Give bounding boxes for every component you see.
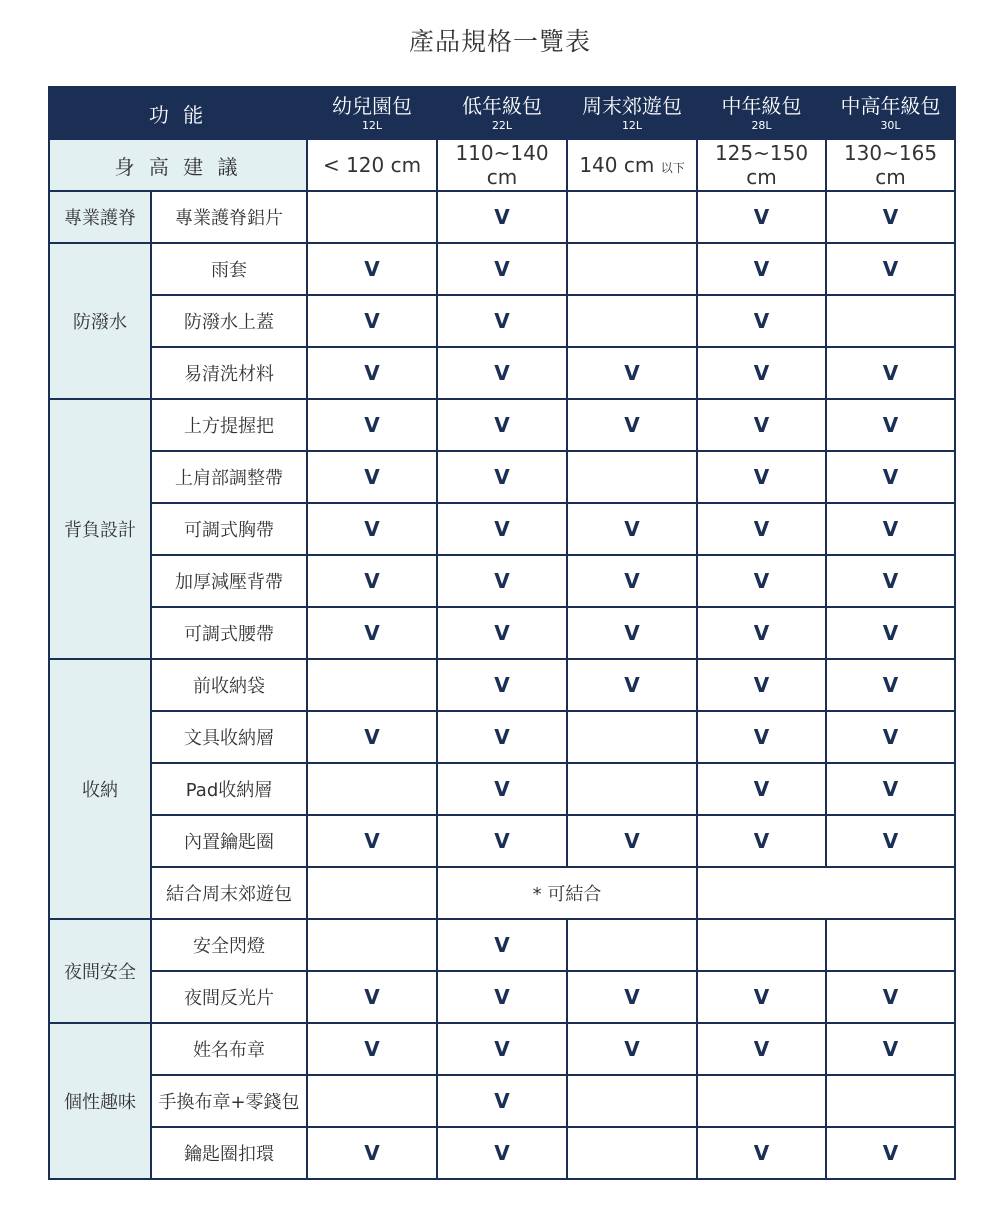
check-cell: V (567, 347, 697, 399)
check-cell: V (437, 555, 567, 607)
check-cell: V (826, 399, 955, 451)
product-name: 中高年級包 (840, 93, 941, 118)
check-cell: V (307, 503, 437, 555)
header-function (49, 87, 307, 139)
check-cell: V (307, 607, 437, 659)
check-cell: V (697, 659, 826, 711)
check-cell: V (697, 191, 826, 243)
check-cell: V (437, 971, 567, 1023)
check-cell (826, 1075, 955, 1127)
height-label: 身 高 建 議 (49, 139, 307, 191)
check-cell: V (437, 815, 567, 867)
feature-label: 姓名布章 (151, 1023, 307, 1075)
check-cell: V (567, 555, 697, 607)
feature-row (49, 711, 955, 763)
check-cell (567, 295, 697, 347)
feature-row (49, 971, 955, 1023)
check-cell: V (307, 347, 437, 399)
check-cell: V (307, 243, 437, 295)
check-cell: V (697, 971, 826, 1023)
page-title: 產品規格一覽表 (408, 27, 591, 56)
feature-label: 手換布章+零錢包 (151, 1075, 307, 1127)
product-name: 幼兒園包 (332, 93, 413, 118)
header-product (437, 87, 567, 139)
feature-label: 雨套 (151, 243, 307, 295)
feature-label: 前收納袋 (151, 659, 307, 711)
header-product (307, 87, 437, 139)
check-cell: V (307, 1127, 437, 1179)
product-capacity: 30L (880, 118, 901, 132)
check-cell: V (826, 191, 955, 243)
check-cell (567, 1075, 697, 1127)
category-label: 夜間安全 (49, 919, 151, 1023)
height-row (49, 139, 955, 191)
feature-row (49, 919, 955, 971)
check-cell: V (437, 1127, 567, 1179)
feature-row (49, 1023, 955, 1075)
feature-row (49, 763, 955, 815)
spec-table (48, 86, 956, 1180)
feature-row (49, 1127, 955, 1179)
check-cell (567, 1127, 697, 1179)
check-cell (826, 295, 955, 347)
check-cell (567, 711, 697, 763)
check-cell: V (826, 659, 955, 711)
feature-label: 安全閃燈 (151, 919, 307, 971)
feature-label: 上方提握把 (151, 399, 307, 451)
check-cell (307, 763, 437, 815)
check-cell: V (697, 503, 826, 555)
height-value (567, 139, 697, 191)
check-cell: V (697, 815, 826, 867)
check-cell (826, 919, 955, 971)
check-cell: V (826, 971, 955, 1023)
check-cell: V (307, 1023, 437, 1075)
feature-row (49, 607, 955, 659)
check-cell: V (826, 711, 955, 763)
check-cell: V (437, 919, 567, 971)
check-cell: V (307, 399, 437, 451)
check-cell: V (437, 451, 567, 503)
check-cell: V (437, 763, 567, 815)
check-cell: V (697, 451, 826, 503)
height-suffix: 以下 (660, 161, 685, 175)
check-cell: V (437, 503, 567, 555)
check-cell: V (697, 555, 826, 607)
category-label: 收納 (49, 659, 151, 919)
check-cell: V (697, 243, 826, 295)
check-cell: V (437, 1023, 567, 1075)
check-cell: V (697, 1127, 826, 1179)
product-capacity: 28L (751, 118, 772, 132)
check-cell: V (567, 607, 697, 659)
check-cell: V (307, 711, 437, 763)
check-cell: V (437, 295, 567, 347)
check-cell: V (826, 451, 955, 503)
check-cell: V (437, 711, 567, 763)
feature-row (49, 1075, 955, 1127)
category-label: 個性趣味 (49, 1023, 151, 1179)
check-cell (567, 451, 697, 503)
header-product (826, 87, 955, 139)
feature-label: 可調式腰帶 (151, 607, 307, 659)
check-cell (307, 919, 437, 971)
header-row (49, 87, 955, 139)
check-cell: V (826, 815, 955, 867)
check-cell (697, 919, 826, 971)
check-cell (567, 763, 697, 815)
product-name: 低年級包 (462, 93, 543, 118)
check-cell: V (307, 451, 437, 503)
feature-row (49, 815, 955, 867)
check-cell: V (567, 659, 697, 711)
feature-label: 鑰匙圈扣環 (151, 1127, 307, 1179)
check-cell: V (826, 763, 955, 815)
feature-row (49, 503, 955, 555)
feature-label: 文具收納層 (151, 711, 307, 763)
check-cell (697, 1075, 826, 1127)
check-cell: V (697, 763, 826, 815)
check-cell: V (437, 347, 567, 399)
feature-row (49, 659, 955, 711)
check-cell: V (437, 659, 567, 711)
check-cell: V (826, 1023, 955, 1075)
check-cell (567, 243, 697, 295)
category-label: 專業護脊 (49, 191, 151, 243)
feature-row (49, 243, 955, 295)
check-cell (307, 659, 437, 711)
feature-row (49, 867, 955, 919)
check-cell: V (437, 399, 567, 451)
check-cell: V (697, 711, 826, 763)
product-name: 周末郊遊包 (582, 93, 683, 118)
check-cell: V (307, 555, 437, 607)
check-cell: V (826, 243, 955, 295)
header-product (697, 87, 826, 139)
check-cell: V (567, 503, 697, 555)
feature-label: 內置鑰匙圈 (151, 815, 307, 867)
check-cell: V (826, 1127, 955, 1179)
feature-row (49, 555, 955, 607)
check-cell: V (567, 971, 697, 1023)
feature-row (49, 399, 955, 451)
feature-label: 上肩部調整帶 (151, 451, 307, 503)
category-label: 防潑水 (49, 243, 151, 399)
check-cell: V (697, 347, 826, 399)
check-cell (567, 191, 697, 243)
check-cell (567, 919, 697, 971)
feature-label: 夜間反光片 (151, 971, 307, 1023)
feature-label: 專業護脊鋁片 (151, 191, 307, 243)
feature-label: 可調式胸帶 (151, 503, 307, 555)
check-cell: V (307, 815, 437, 867)
feature-label: Pad收納層 (151, 763, 307, 815)
check-cell: V (697, 607, 826, 659)
check-cell: V (567, 1023, 697, 1075)
check-cell: V (307, 971, 437, 1023)
check-cell: V (307, 295, 437, 347)
height-value: < 120 cm (307, 139, 437, 191)
height-value-text: 140 cm (579, 153, 655, 177)
check-cell (307, 191, 437, 243)
height-value: 130~165 cm (826, 139, 955, 191)
feature-row (49, 295, 955, 347)
feature-label: 結合周末郊遊包 (151, 867, 307, 919)
product-name: 中年級包 (721, 93, 802, 118)
check-cell: V (437, 191, 567, 243)
header-product (567, 87, 697, 139)
check-cell: V (437, 1075, 567, 1127)
check-cell: V (697, 295, 826, 347)
feature-row (49, 347, 955, 399)
product-capacity: 22L (491, 118, 513, 132)
feature-label: 加厚減壓背帶 (151, 555, 307, 607)
check-cell: V (437, 607, 567, 659)
check-cell: V (697, 399, 826, 451)
check-cell: V (826, 503, 955, 555)
check-cell: V (567, 815, 697, 867)
height-value: 110~140 cm (437, 139, 567, 191)
check-cell: V (826, 347, 955, 399)
check-cell: V (567, 399, 697, 451)
header-function-label: 功 能 (148, 102, 208, 127)
feature-row (49, 451, 955, 503)
check-cell (307, 867, 437, 919)
feature-label: 防潑水上蓋 (151, 295, 307, 347)
feature-label: 易清洗材料 (151, 347, 307, 399)
combine-note: * 可結合 (437, 867, 697, 919)
product-capacity: 12L (621, 118, 643, 132)
check-cell: V (826, 555, 955, 607)
category-label: 背負設計 (49, 399, 151, 659)
feature-row (49, 191, 955, 243)
check-cell (697, 867, 955, 919)
check-cell (307, 1075, 437, 1127)
check-cell: V (437, 243, 567, 295)
height-value: 125~150 cm (697, 139, 826, 191)
product-capacity: 12L (361, 118, 383, 132)
check-cell: V (826, 607, 955, 659)
check-cell: V (697, 1023, 826, 1075)
